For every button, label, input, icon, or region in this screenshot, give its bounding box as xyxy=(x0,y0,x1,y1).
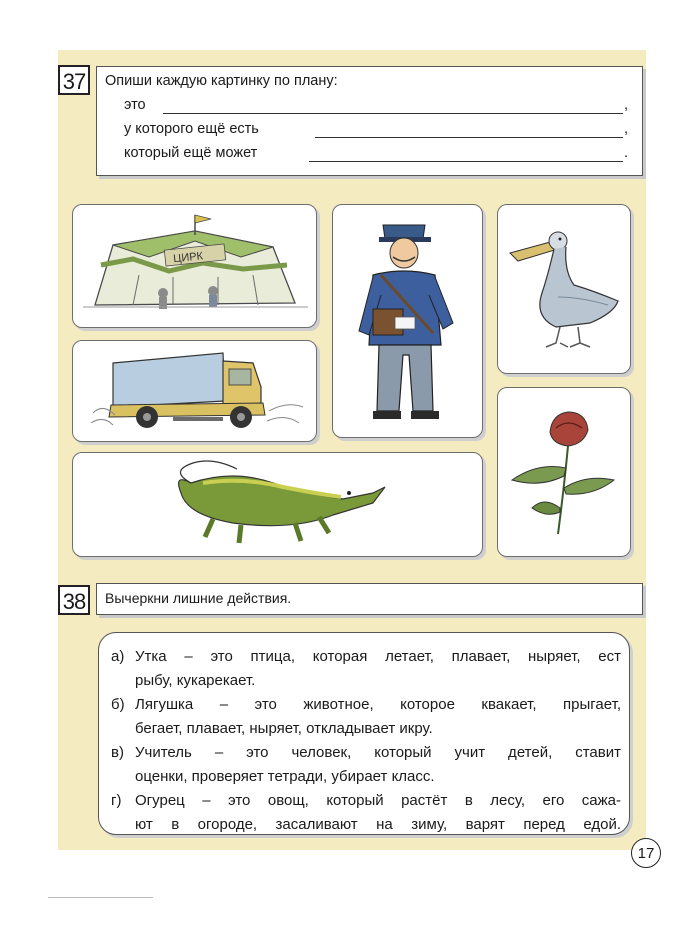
plan-label-2: у которого ещё есть xyxy=(124,121,259,137)
page-number: 17 xyxy=(631,838,661,868)
plan-punct-2: , xyxy=(624,121,629,137)
footer-rule xyxy=(48,897,153,898)
postman-illustration xyxy=(333,205,483,438)
picture-pelican xyxy=(497,204,631,374)
list-item xyxy=(111,645,621,693)
picture-street-sweeper xyxy=(72,340,317,442)
item-letter: г) xyxy=(111,792,122,809)
list-item xyxy=(111,693,621,741)
crocodile-illustration xyxy=(73,453,483,557)
list-item xyxy=(111,741,621,789)
picture-circus-tent xyxy=(72,204,317,328)
rose-illustration xyxy=(498,388,631,557)
item-line-2: оценки, проверяет тетради, убирает класс. xyxy=(135,768,435,785)
item-line-2: ют в огороде, засаливают на зиму, варят перед едой. xyxy=(135,816,621,833)
plan-blank-3[interactable] xyxy=(309,161,623,162)
item-line-1: Учитель – это человек, который учит детей, ставит xyxy=(135,744,621,761)
item-line-1: Утка – это птица, которая летает, плавает, ныряет, ест xyxy=(135,648,621,665)
list-item xyxy=(111,789,621,837)
picture-crocodile xyxy=(72,452,483,557)
circus-sign-text: ЦИРК xyxy=(172,250,204,266)
plan-blank-1[interactable] xyxy=(163,113,623,114)
street-sweeper-illustration xyxy=(73,341,317,442)
item-letter: б) xyxy=(111,696,125,713)
item-line-2: рыбу, кукарекает. xyxy=(135,672,256,689)
item-line-2: бегает, плавает, ныряет, откладывает икру. xyxy=(135,720,433,737)
task-37-number: 37 xyxy=(58,65,90,95)
plan-blank-2[interactable] xyxy=(315,137,623,138)
item-letter: а) xyxy=(111,648,125,665)
task-37-box xyxy=(96,66,643,176)
task-38-instruction: Вычеркни лишние действия. xyxy=(105,590,292,606)
task-38-number: 38 xyxy=(58,585,90,615)
plan-label-1: это xyxy=(124,97,146,113)
item-line-1: Огурец – это овощ, который растёт в лесу, его сажа- xyxy=(135,792,621,809)
plan-label-3: который ещё может xyxy=(124,145,258,161)
item-letter: в) xyxy=(111,744,124,761)
task-38-box xyxy=(96,583,643,615)
picture-postman xyxy=(332,204,483,438)
circus-tent-illustration xyxy=(73,205,317,328)
plan-punct-1: , xyxy=(624,97,629,113)
picture-rose xyxy=(497,387,631,557)
task-38-list xyxy=(98,632,630,835)
pelican-illustration xyxy=(498,205,631,374)
task-37-instruction: Опиши каждую картинку по плану: xyxy=(105,73,338,89)
plan-punct-3: . xyxy=(624,145,629,161)
item-line-1: Лягушка – это животное, которое квакает, прыгает, xyxy=(135,696,621,713)
